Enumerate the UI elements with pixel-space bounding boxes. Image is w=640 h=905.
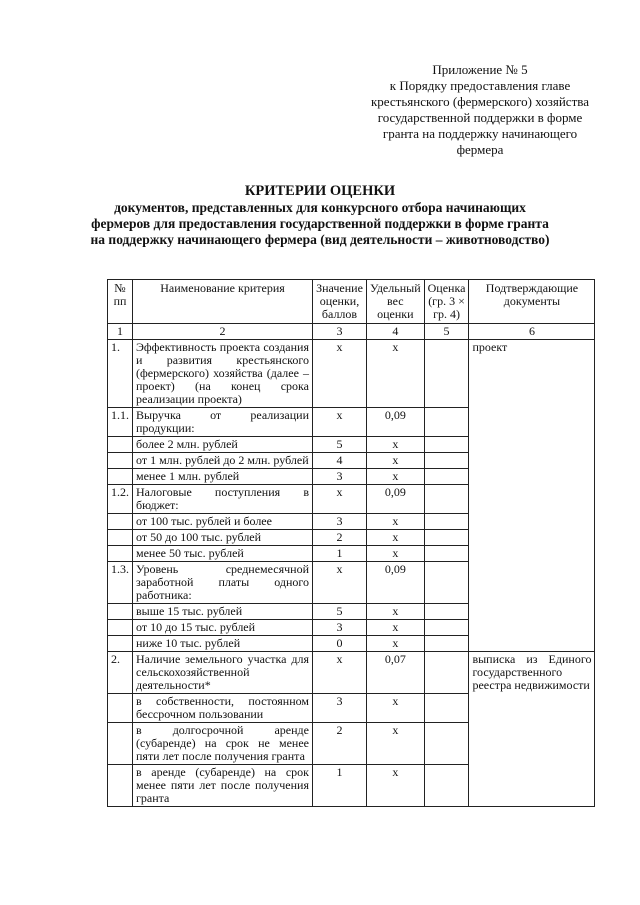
criterion-value: 3 xyxy=(313,694,367,723)
appendix-note xyxy=(330,62,630,158)
criterion-number xyxy=(108,453,133,469)
criterion-name: от 50 до 100 тыс. рублей xyxy=(133,530,313,546)
criterion-number xyxy=(108,514,133,530)
criterion-name: ниже 10 тыс. рублей xyxy=(133,636,313,652)
criterion-name: выше 15 тыс. рублей xyxy=(133,604,313,620)
criterion-weight: х xyxy=(367,514,425,530)
appendix-line: гранта на поддержку начинающего xyxy=(382,126,578,141)
criterion-weight: х xyxy=(367,453,425,469)
criterion-weight: х xyxy=(367,723,425,765)
column-header: Подтверждающие документы xyxy=(469,280,595,324)
criterion-name: Выручка от реализации продукции: xyxy=(133,408,313,437)
column-number: 3 xyxy=(313,324,367,340)
criterion-weight: х xyxy=(367,636,425,652)
criterion-name: Наличие земельного участка для сельскохозяйственной деятельности* xyxy=(133,652,313,694)
criterion-weight: 0,09 xyxy=(367,408,425,437)
criterion-score xyxy=(424,694,469,723)
criterion-score xyxy=(424,620,469,636)
criterion-value: х xyxy=(313,485,367,514)
criterion-number: 2. xyxy=(108,652,133,694)
criterion-score xyxy=(424,546,469,562)
criterion-score xyxy=(424,453,469,469)
criterion-score xyxy=(424,562,469,604)
criterion-number xyxy=(108,530,133,546)
confirming-documents: проект xyxy=(469,340,595,652)
criterion-value: 2 xyxy=(313,530,367,546)
criterion-score xyxy=(424,765,469,807)
criterion-value: 5 xyxy=(313,604,367,620)
criterion-score xyxy=(424,340,469,408)
criterion-name: от 10 до 15 тыс. рублей xyxy=(133,620,313,636)
criterion-score xyxy=(424,469,469,485)
title-line: документов, представленных для конкурсного отбора начинающих xyxy=(114,200,526,215)
column-number: 1 xyxy=(108,324,133,340)
criterion-number xyxy=(108,437,133,453)
criterion-value: х xyxy=(313,652,367,694)
criterion-score xyxy=(424,437,469,453)
criterion-value: х xyxy=(313,562,367,604)
criterion-weight: 0,09 xyxy=(367,562,425,604)
criterion-number xyxy=(108,723,133,765)
appendix-line: фермера xyxy=(456,142,504,157)
criterion-number xyxy=(108,636,133,652)
column-header: № пп xyxy=(108,280,133,324)
criteria-table xyxy=(107,279,595,807)
appendix-line: крестьянского (фермерского) хозяйства xyxy=(370,94,589,109)
column-number: 6 xyxy=(469,324,595,340)
confirming-documents: выписка из Единого государственного реестра недвижимости xyxy=(469,652,595,807)
criterion-value: 4 xyxy=(313,453,367,469)
criterion-score xyxy=(424,636,469,652)
criterion-score xyxy=(424,514,469,530)
criterion-number xyxy=(108,620,133,636)
criterion-value: 5 xyxy=(313,437,367,453)
criterion-weight: х xyxy=(367,765,425,807)
criterion-value: х xyxy=(313,408,367,437)
criterion-score xyxy=(424,652,469,694)
table-row xyxy=(108,340,595,408)
criterion-name: Эффективность проекта создания и развития крестьянского (фермерского) хозяйства (далее – проект) (на конец срока реализации проекта) xyxy=(133,340,313,408)
criterion-name: в аренде (субаренде) на срок менее пяти лет после получения гранта xyxy=(133,765,313,807)
criterion-number xyxy=(108,604,133,620)
criterion-name: от 1 млн. рублей до 2 млн. рублей xyxy=(133,453,313,469)
criterion-score xyxy=(424,408,469,437)
criterion-weight: х xyxy=(367,604,425,620)
criterion-name: менее 1 млн. рублей xyxy=(133,469,313,485)
title-main: КРИТЕРИИ ОЦЕНКИ xyxy=(244,183,396,199)
criterion-value: х xyxy=(313,340,367,408)
title-line: фермеров для предоставления государственной поддержки в форме гранта xyxy=(91,216,549,231)
column-header: Значение оценки, баллов xyxy=(313,280,367,324)
criterion-name: менее 50 тыс. рублей xyxy=(133,546,313,562)
criterion-weight: х xyxy=(367,530,425,546)
appendix-line: Приложение № 5 xyxy=(432,62,528,77)
criterion-score xyxy=(424,604,469,620)
criterion-number xyxy=(108,469,133,485)
criterion-weight: х xyxy=(367,437,425,453)
column-number: 2 xyxy=(133,324,313,340)
appendix-line: государственной поддержки в форме xyxy=(377,110,583,125)
table-header-row xyxy=(108,280,595,324)
criterion-value: 1 xyxy=(313,765,367,807)
criterion-name: более 2 млн. рублей xyxy=(133,437,313,453)
criterion-score xyxy=(424,485,469,514)
document-title xyxy=(60,183,580,248)
title-line: на поддержку начинающего фермера (вид деятельности – животноводство) xyxy=(90,232,550,247)
criterion-score xyxy=(424,723,469,765)
criterion-weight: х xyxy=(367,469,425,485)
criterion-value: 2 xyxy=(313,723,367,765)
criterion-value: 1 xyxy=(313,546,367,562)
column-number: 5 xyxy=(424,324,469,340)
criterion-name: в долгосрочной аренде (субаренде) на срок не менее пяти лет после получения гранта xyxy=(133,723,313,765)
criterion-weight: 0,09 xyxy=(367,485,425,514)
criterion-name: Налоговые поступления в бюджет: xyxy=(133,485,313,514)
column-header: Удельный вес оценки xyxy=(367,280,425,324)
criterion-weight: х xyxy=(367,340,425,408)
column-number-row xyxy=(108,324,595,340)
criterion-name: от 100 тыс. рублей и более xyxy=(133,514,313,530)
criterion-number xyxy=(108,694,133,723)
table-row xyxy=(108,652,595,694)
criterion-name: в собственности, постоянном бессрочном пользовании xyxy=(133,694,313,723)
appendix-line: к Порядку предоставления главе xyxy=(389,78,571,93)
column-number: 4 xyxy=(367,324,425,340)
criterion-value: 3 xyxy=(313,620,367,636)
criterion-weight: х xyxy=(367,546,425,562)
criterion-value: 3 xyxy=(313,514,367,530)
criterion-number: 1. xyxy=(108,340,133,408)
column-header: Оценка (гр. 3 × гр. 4) xyxy=(424,280,469,324)
criterion-weight: х xyxy=(367,620,425,636)
criterion-number: 1.2. xyxy=(108,485,133,514)
column-header: Наименование критерия xyxy=(133,280,313,324)
criterion-weight: х xyxy=(367,694,425,723)
criterion-number xyxy=(108,765,133,807)
criterion-score xyxy=(424,530,469,546)
criterion-value: 3 xyxy=(313,469,367,485)
criterion-number: 1.1. xyxy=(108,408,133,437)
criterion-weight: 0,07 xyxy=(367,652,425,694)
criterion-number: 1.3. xyxy=(108,562,133,604)
criterion-name: Уровень среднемесячной заработной платы одного работника: xyxy=(133,562,313,604)
criterion-number xyxy=(108,546,133,562)
criterion-value: 0 xyxy=(313,636,367,652)
